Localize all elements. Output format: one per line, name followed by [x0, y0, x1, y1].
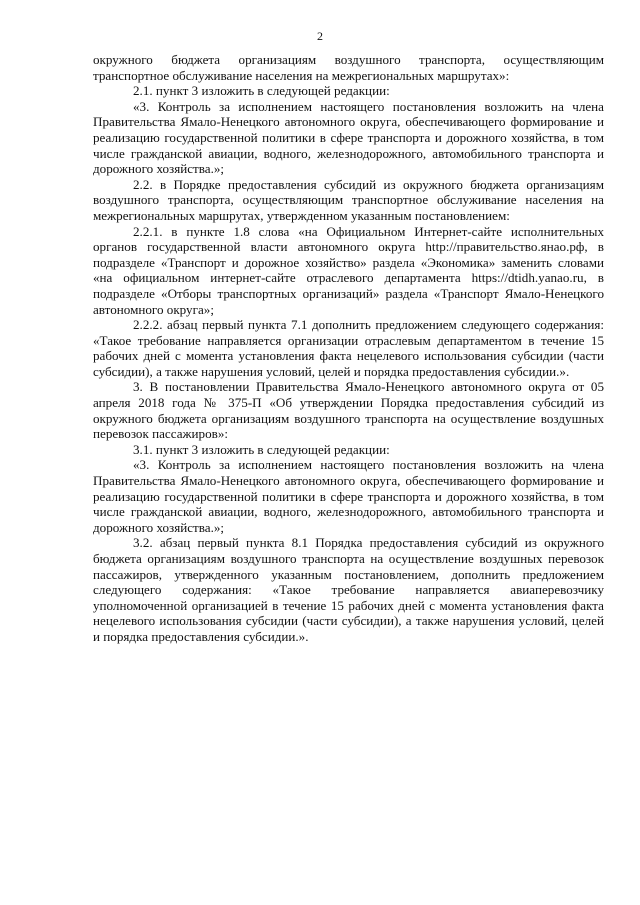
paragraph-2-1: 2.1. пункт 3 изложить в следующей редакции:	[133, 83, 390, 99]
paragraph-3-2: 3.2. абзац первый пункта 8.1 Порядка предоставления субсидий из окружного бюджета организациям воздушного транспорта на осуществление воздушных перевозок пассажиров, утвержденного указанным постановлением, дополнить предложением следующего содержания: «Такое требование направляется авиаперевозчику уполномоченной организацией в течение 15 рабочих дней с момента установления факта нецелевого использования субсидии (части субсидии), а также нарушения условий, целей и порядка предоставления субсидии.».	[93, 535, 604, 644]
document-body	[93, 52, 604, 645]
paragraph-2-2: 2.2. в Порядке предоставления субсидий из окружного бюджета организациям воздушного транспорта, осуществляющим транспортное обслуживание населения на межрегиональных маршрутах, утвержденном указанным постановлением:	[93, 176, 604, 223]
page-number: 2	[317, 29, 323, 43]
paragraph-2-2-1: 2.2.1. в пункте 1.8 слова «на Официальном Интернет-сайте исполнительных органов государственной власти автономного округа http://правительство.янао.рф, в подразделе «Транспорт и дорожное хозяйство» раздела «Экономика» заменить словами «на официальном интернет-сайте отраслевого департамента https://dtidh.yanao.ru, в подразделе «Отборы транспортных организаций» раздела «Транспорт Ямало-Ненецкого автономного округа»;	[93, 223, 604, 317]
paragraph-continuation: окружного бюджета организациям воздушного транспорта, осуществляющим транспортное обслуживание населения на межрегиональных маршрутах»:	[93, 52, 604, 83]
paragraph-3-1: 3.1. пункт 3 изложить в следующей редакции:	[133, 441, 390, 457]
paragraph-3: 3. В постановлении Правительства Ямало-Ненецкого автономного округа от 05 апреля 2018 года № 375-П «Об утверждении Порядка предоставления субсидий из окружного бюджета организациям воздушного транспорта на осуществление воздушных перевозок пассажиров»:	[93, 379, 604, 442]
paragraph-2-2-2: 2.2.2. абзац первый пункта 7.1 дополнить предложением следующего содержания: «Такое требование направляется организации отраслевым департаментом в течение 15 рабочих дней с момента установления факта нецелевого использования субсидии (части субсидии), а также нарушения условий, целей и порядка предоставления субсидии.».	[93, 317, 604, 379]
paragraph-2-1-text: «3. Контроль за исполнением настоящего постановления возложить на члена Правительства Ямало-Ненецкого автономного округа, обеспечивающего формирование и реализацию государственной политики в сфере транспорта и дорожного хозяйства, в том числе гражданской авиации, водного, железнодорожного, автомобильного транспорта и дорожного хозяйства.»;	[93, 98, 604, 177]
paragraph-3-1-text: «3. Контроль за исполнением настоящего постановления возложить на члена Правительства Ямало-Ненецкого автономного округа, обеспечивающего формирование и реализацию государственной политики в сфере транспорта и дорожного хозяйства, в том числе гражданской авиации, водного, железнодорожного, автомобильного транспорта и дорожного хозяйства.»;	[93, 457, 604, 535]
